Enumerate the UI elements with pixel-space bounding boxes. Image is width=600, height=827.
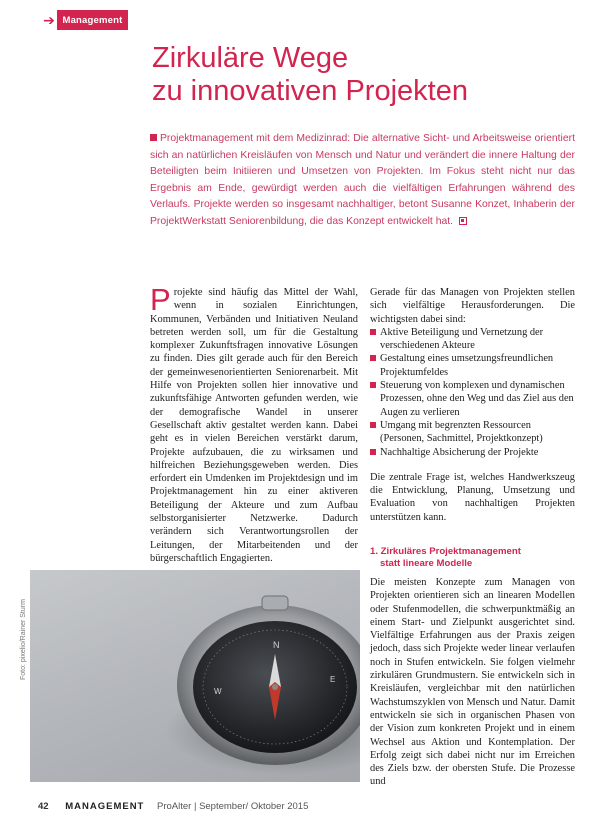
compass-photo bbox=[30, 570, 360, 782]
list-item: Nachhaltige Absicherung der Projekte bbox=[370, 446, 575, 459]
list-item: Umgang mit begrenzten Ressourcen (Personen, Sachmittel, Projektkonzept) bbox=[370, 419, 575, 446]
challenges-list bbox=[370, 326, 575, 459]
column-2-intro: Gerade für das Managen von Projekten stellen sich vielfältige Herausforderungen. Die wichtigsten dabei sind: bbox=[370, 287, 575, 325]
list-item: Steuerung von komplexen und dynamischen Prozessen, ohne den Weg und das Ziel aus den Augen zu verlieren bbox=[370, 379, 575, 419]
list-item: Gestaltung eines umsetzungsfreundlichen Projektumfeldes bbox=[370, 352, 575, 379]
column-1-text: rojekte sind häufig das Mittel der Wahl, wenn in sozialen Einrichtungen, Kommunen, Verbänden und Initiativen Neuland betreten werden soll, um für die Gestaltung komplexer Zukunftsfragen innovative Lösungen zu finden. Dies gilt gerade auch für den Bereich der gemeinwesenorientierten Seniorenarbeit. Mit Hilfe von Projekten sollen hier innovative und zukunftsfähige Antworten gefunden werden, wie der demografische Wandel in unserer Gesellschaft aktiv gestaltet werden kann. Dabei geht es in vielen Bereichen verstärkt darum, Projekte aufzubauen, die zu wirksamen und hilfreichen Beziehungsgeweben werden. Dies erfordert ein Umdenken im Projektdesign und im Projektmanagement hin zu einer aktiveren Beteiligung der Akteure und zum Aufbau selbstorganisierter Netzwerke. Dadurch verändern sich Verantwortungsrollen der Leitungen, der Mitarbeitenden und der bürgerschaftlich Engagierten. bbox=[150, 287, 358, 564]
page-footer bbox=[38, 801, 578, 812]
section-heading bbox=[370, 546, 575, 570]
article-column-1 bbox=[150, 282, 358, 565]
lead-paragraph bbox=[150, 131, 575, 231]
photo-credit: Foto: pixelio/Rainer Sturm bbox=[20, 599, 27, 680]
column-2-after: Die zentrale Frage ist, welches Handwerkszeug die Entwicklung, Planung, Umsetzung und Evaluation von nachhaltigen Projekten unterstützen kann. bbox=[370, 471, 575, 523]
svg-text:W: W bbox=[214, 687, 222, 696]
lead-text: Projektmanagement mit dem Medizinrad: Die alternative Sicht- und Arbeitsweise orientiert sich an natürlichen Kreisläufen von Mensch und Natur und verändert die innere Haltung der Beteiligten beim Initiieren und Umsetzen von Projekten. Im Fokus steht nicht nur das Ergebnis am Ende, gewürdigt werden auch die vielfältigen Erfahrungen während des Verlaufs. Projekte werden so insgesamt nachhaltiger, betont Susanne Konzet, Inhaberin der ProjektWerkstatt Seniorenbildung, die das Konzept entwickelt hat. bbox=[150, 133, 575, 227]
section-label: Management bbox=[57, 10, 128, 30]
arrow-right-icon: ➔ bbox=[42, 10, 56, 30]
compass-icon bbox=[30, 570, 360, 782]
dropcap: P bbox=[150, 282, 171, 317]
svg-text:N: N bbox=[273, 640, 280, 650]
end-mark-icon bbox=[459, 217, 467, 225]
article-column-2 bbox=[370, 286, 575, 524]
title-line-2: zu innovativen Projekten bbox=[152, 75, 468, 107]
bullet-square-icon bbox=[150, 134, 157, 141]
svg-text:E: E bbox=[330, 675, 336, 684]
page-title bbox=[152, 42, 572, 108]
column-2-body: Die meisten Konzepte zum Managen von Projekten orientieren sich an linearen Modellen oder Stufenmodellen, die schwerpunktmäßig an einem Start- und Zielpunkt ausgerichtet sind. Vielfältige Erfahrungen aus der Praxis zeigen jedoch, dass sich Projekte weder linear verlaufen noch in Stufen entwickeln. Sie folgen vielmehr zirkulären Grundmustern. Sie entwickeln sich in Kreisläufen, vergleichbar mit den natürlichen Wachstumszyklen von Mensch und Natur. Damit entwickeln sie sich in organischen Phasen von der Vision zum konkreten Projekt und in einem Wechsel aus Aktion und Kontemplation. Der Erfolg zeigt sich dabei nicht nur im Erreichen des Ziels bzw. der obersten Stufe. Die Prozesse und bbox=[370, 577, 575, 788]
list-item: Aktive Beteiligung und Vernetzung der verschiedenen Akteure bbox=[370, 326, 575, 353]
page-number: 42 bbox=[38, 801, 49, 812]
footer-section: MANAGEMENT bbox=[65, 801, 145, 812]
section-heading-line-1: 1. Zirkuläres Projektmanagement bbox=[370, 546, 521, 557]
footer-magazine: ProAlter | September/ Oktober 2015 bbox=[157, 801, 309, 812]
title-line-1: Zirkuläre Wege bbox=[152, 42, 349, 74]
section-heading-line-2: statt lineare Modelle bbox=[380, 558, 473, 569]
